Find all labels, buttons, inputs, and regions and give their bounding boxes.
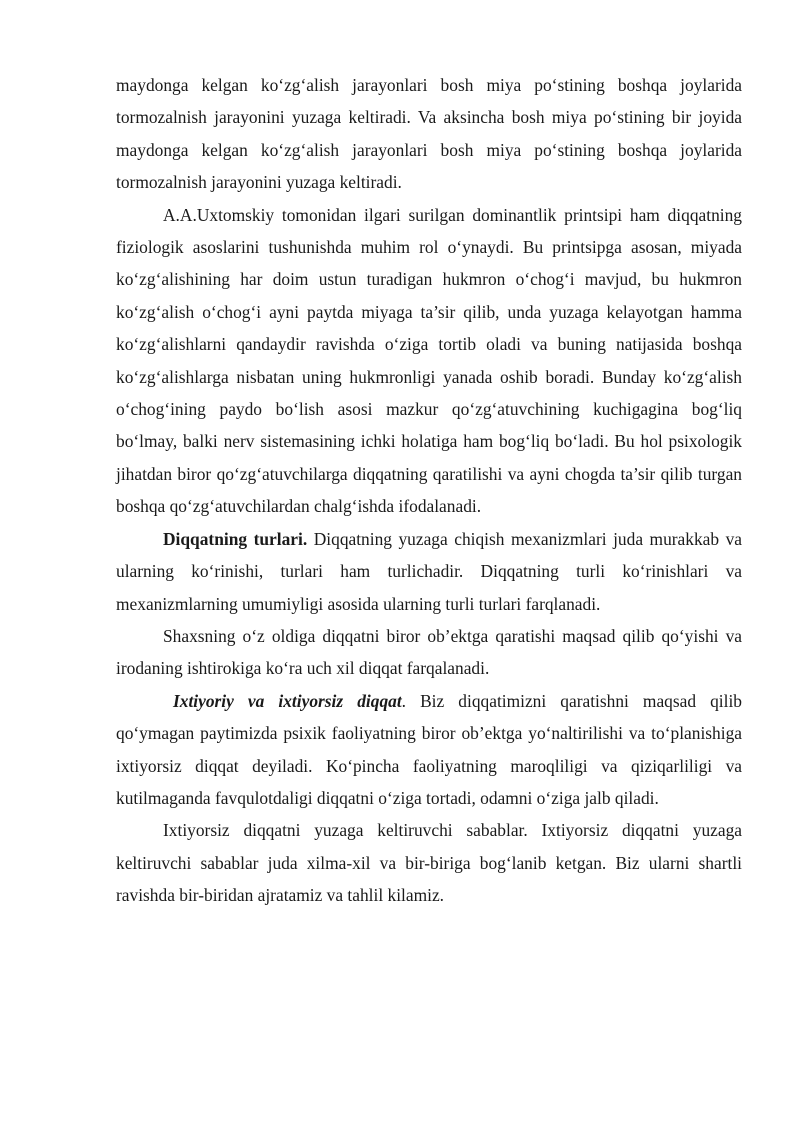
paragraph-text: Ixtiyorsiz diqqatni yuzaga keltiruvchi sabablar. Ixtiyorsiz diqqatni yuzaga keltiruvchi sabablar juda xilma-xil va bir-biriga bog‘lanib ketgan. Biz ularni shartli ravishda bir-biridan ajratamiz va tahlil kilamiz. [116,820,742,906]
document-body [116,69,742,912]
paragraph-dominantlik [116,199,742,523]
paragraph-sabablar [116,814,742,911]
section-heading: Diqqatning turlari. [163,528,308,549]
term-heading: Ixtiyoriy va ixtiyorsiz diqqat [173,690,402,711]
paragraph-text: Diqqatning yuzaga chiqish mexanizmlari juda murakkab va ularning ko‘rinishi, turlari ham turlichadir. Diqqatning turli ko‘rinishlari va mexanizmlarning umumiyligi asosida ularning turli turlari farqlanadi. [116,528,742,614]
paragraph-text: A.A.Uxtomskiy tomonidan ilgari surilgan dominantlik printsipi ham diqqatning fiziologik asoslarini tushunishda muhim rol o‘ynaydi. Bu printsipga asosan, miyada ko‘zg‘alishining har doim ustun turadigan hukmron o‘chog‘i mavjud, bu hukmron ko‘zg‘alish o‘chog‘i ayni paytda miyaga ta’sir qilib, unda yuzaga kelayotgan hamma ko‘zg‘alishlarni qandaydir ravishda o‘ziga tortib oladi va buning natijasida boshqa ko‘zg‘alishlarga nisbatan uning hukmronligi yanada oshib boradi. Bunday ko‘zg‘alish o‘chog‘ining paydo bo‘lish asosi mazkur qo‘zg‘atuvchining kuchigagina bog‘liq bo‘lmay, balki nerv sistemasining ichki holatiga ham bog‘liq bo‘ladi. Bu hol psixologik jihatdan biror qo‘zg‘atuvchilarga diqqatning qaratilishi va ayni chogda ta’sir qilib turgan boshqa qo‘zg‘atuvchilardan chalg‘ishda ifodalanadi. [116,204,742,517]
paragraph-ixtiyoriy [116,685,742,815]
paragraph-text: Shaxsning o‘z oldiga diqqatni biror ob’ektga qaratishi maqsad qilib qo‘yishi va irodaning ishtirokiga ko‘ra uch xil diqqat farqalanadi. [116,625,742,679]
paragraph-diqqat-turlari [116,523,742,620]
paragraph-uch-xil-diqqat [116,620,742,685]
paragraph-text: maydonga kelgan ko‘zg‘alish jarayonlari bosh miya po‘stining boshqa joylarida tormozalnish jarayonini yuzaga keltiradi. Va aksincha bosh miya po‘stining bir joyida maydonga kelgan ko‘zg‘alish jarayonlari bosh miya po‘stining boshqa joylarida tormozalnish jarayonini yuzaga keltiradi. [116,75,742,193]
paragraph-text: . Biz diqqatimizni qaratishni maqsad qilib qo‘ymagan paytimizda psixik faoliyatning biror ob’ektga yo‘naltirilishi va to‘planishiga ixtiyorsiz diqqat deyiladi. Ko‘pincha faoliyatning maroqliligi va qiziqarliligi va kutilmaganda favqulotdaligi diqqatni o‘ziga tortadi, odamni o‘ziga jalb qiladi. [116,690,743,808]
paragraph-continuation [116,69,742,199]
